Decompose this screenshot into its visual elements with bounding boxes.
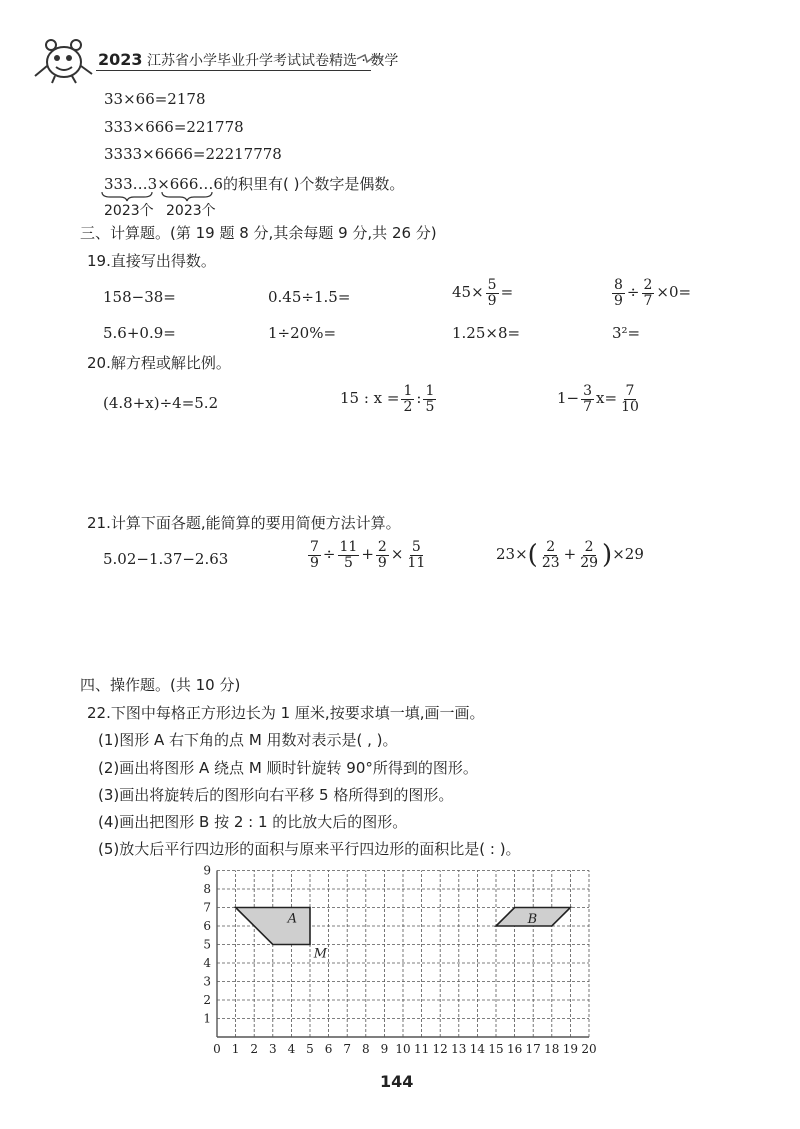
mascot-alarm-clock-icon [30,36,96,84]
q19-r1c4-fraction-1 [612,278,625,308]
q20-e3-n2: 7 [625,383,635,399]
shape-a-label: A [287,911,298,927]
y-tick-label: 8 [203,882,211,896]
q21-expression-1: 5.02−1.37−2.63 [103,550,229,568]
q21-e2-fraction-2 [338,540,360,570]
q22-part-1: (1)图形 A 右下角的点 M 用数对表示是( , )。 [98,731,398,749]
x-tick-label: 14 [469,1042,486,1056]
q19-r2c4: 3²= [612,324,641,342]
q21-e3-fraction-2 [578,540,600,570]
x-tick-label: 13 [451,1042,467,1056]
q21-e2-op2: + [361,545,374,564]
q20-e2-a: 15 : x = [340,389,400,408]
q22-part-3: (3)画出将旋转后的图形向右平移 5 格所得到的图形。 [98,786,454,804]
q19-r1c4-b: ×0= [656,283,692,302]
pattern-factor-a: 333…3 [104,175,158,193]
q19-r2c1: 5.6+0.9= [103,324,176,342]
header-year: 2023 [98,50,143,69]
q20-title: 20.解方程或解比例。 [87,354,231,372]
q19-r1c3-fraction [486,278,499,308]
q19-r1c2: 0.45÷1.5= [268,288,351,306]
header-decoration-icon [355,52,385,66]
brace-label-2: 2023个 [166,203,216,219]
q20-equation-1: (4.8+x)÷4=5.2 [103,394,219,412]
x-tick-label: 20 [581,1042,597,1056]
x-tick-label: 2 [250,1042,259,1056]
q21-e2-fraction-3 [376,540,389,570]
x-tick-label: 12 [432,1042,448,1056]
q21-e3-rparen: ) [602,540,613,571]
pattern-line-1: 33×66=2178 [104,90,206,108]
q21-e2-d4: 11 [407,554,426,571]
coordinate-grid [200,862,610,1062]
q20-e2-n1: 1 [403,383,413,399]
q20-e3-d2: 10 [621,398,639,415]
x-tick-label: 11 [413,1042,430,1056]
q21-e2-n3: 2 [377,539,387,555]
q19-r1c3-a: 45× [452,283,484,302]
q20-equation-3 [557,384,643,414]
q21-e3-d2: 29 [580,554,599,571]
q20-e2-n2: 1 [425,383,435,399]
x-tick-label: 17 [525,1042,541,1056]
q19-title: 19.直接写出得数。 [87,252,216,270]
q21-e3-n1: 2 [546,539,556,555]
shape-b-label: B [527,912,538,928]
q22-title: 22.下图中每格正方形边长为 1 厘米,按要求填一填,画一画。 [87,704,485,722]
q22-part-4: (4)画出把图形 B 按 2 : 1 的比放大后的图形。 [98,813,408,831]
x-tick-label: 9 [380,1042,389,1056]
q20-e2-d2: 5 [425,398,435,415]
q21-e2-d3: 9 [377,554,387,571]
q21-e2-d1: 9 [310,554,319,571]
q21-e2-n1: 7 [310,539,319,555]
q20-e2-fraction-2 [423,384,436,414]
q21-e3-b: ×29 [612,545,644,564]
q20-e2-colon: : [416,389,422,408]
q19-r1c3-den: 9 [487,292,497,309]
q20-proportion-2 [340,384,438,414]
q21-e3-n2: 2 [584,539,594,555]
q19-r1c4 [610,278,691,308]
q19-r1c4-d2: 7 [643,292,653,309]
q19-r2c2: 1÷20%= [268,324,337,342]
x-tick-label: 6 [324,1042,333,1056]
pattern-line-3: 3333×6666=22217778 [104,145,282,163]
x-tick-label: 15 [488,1042,504,1056]
q20-e3-fraction-2 [619,384,641,414]
q19-r2c3: 1.25×8= [452,324,521,342]
y-tick-label: 4 [203,956,211,970]
header-underline [96,70,371,71]
point-m-label: M [313,946,328,962]
q19-r1c4-n1: 8 [614,277,623,293]
x-tick-label: 5 [306,1042,314,1056]
y-tick-label: 6 [203,919,211,933]
y-tick-label: 1 [203,1011,211,1026]
x-tick-label: 19 [562,1042,579,1056]
q21-e2-fraction-4 [405,540,427,570]
q19-r1c1: 158−38= [103,288,176,306]
q21-expression-2 [306,540,429,570]
y-tick-label: 9 [203,863,211,878]
q20-e3-a: 1− [557,389,580,408]
q22-part-2: (2)画出将图形 A 绕点 M 顺时针旋转 90°所得到的图形。 [98,759,478,777]
q19-r1c3-num: 5 [487,277,497,293]
q19-r1c4-d1: 9 [614,292,623,309]
q20-e2-d1: 2 [403,398,413,415]
x-tick-label: 1 [231,1042,240,1056]
y-tick-label: 3 [203,974,211,989]
pattern-question-text: 的积里有( )个数字是偶数。 [222,175,405,193]
x-tick-label: 8 [361,1042,370,1056]
x-tick-label: 4 [287,1042,296,1056]
x-tick-label: 10 [395,1042,411,1056]
pattern-line-2: 333×666=221778 [104,118,244,136]
q19-r1c4-op: ÷ [626,283,640,302]
x-tick-label: 0 [213,1042,221,1056]
y-tick-label: 5 [203,937,211,952]
q21-e2-fraction-1 [308,540,321,570]
page-number: 144 [380,1072,414,1091]
section-3-title: 三、计算题。(第 19 题 8 分,其余每题 9 分,共 26 分) [80,224,437,242]
brace-label-1: 2023个 [104,203,154,219]
pattern-times: × [157,175,170,193]
q20-e3-d1: 7 [583,398,593,415]
q20-e3-b: x= [596,389,618,408]
y-tick-label: 2 [203,993,211,1007]
q21-expression-3 [496,540,644,570]
q20-e2-fraction-1 [401,384,414,414]
q21-e3-lparen: ( [527,540,538,571]
q20-e3-fraction-1 [581,384,594,414]
q20-e3-n1: 3 [583,383,593,399]
q19-r1c3 [452,278,513,308]
y-tick-label: 7 [203,900,211,915]
q21-title: 21.计算下面各题,能简算的要用简便方法计算。 [87,514,401,532]
q21-e2-n4: 5 [411,539,421,555]
q21-e2-op1: ÷ [322,545,336,564]
q19-r1c3-b: = [500,283,514,302]
header-title-row [98,50,398,70]
q21-e3-fraction-1 [540,540,562,570]
q21-e2-n2: 11 [339,539,358,555]
section-4-title: 四、操作题。(共 10 分) [80,676,241,694]
q19-r1c4-fraction-2 [642,278,655,308]
q21-e2-op3: × [390,545,404,564]
header-title: 江苏省小学毕业升学考试试卷精选 · 数学 [146,53,399,69]
q21-e3-a: 23× [496,545,528,564]
q22-part-5: (5)放大后平行四边形的面积与原来平行四边形的面积比是( : )。 [98,840,521,858]
x-tick-label: 18 [544,1042,560,1056]
q21-e3-d1: 23 [541,554,560,571]
x-tick-label: 16 [506,1042,523,1056]
x-tick-label: 7 [343,1042,352,1056]
q21-e2-d2: 5 [343,554,353,571]
q19-r1c4-n2: 2 [643,277,653,293]
pattern-factor-b: 666…6 [169,175,223,193]
x-tick-label: 3 [268,1042,277,1056]
q21-e3-op: + [563,545,577,564]
shape-a-trapezoid [236,908,310,945]
